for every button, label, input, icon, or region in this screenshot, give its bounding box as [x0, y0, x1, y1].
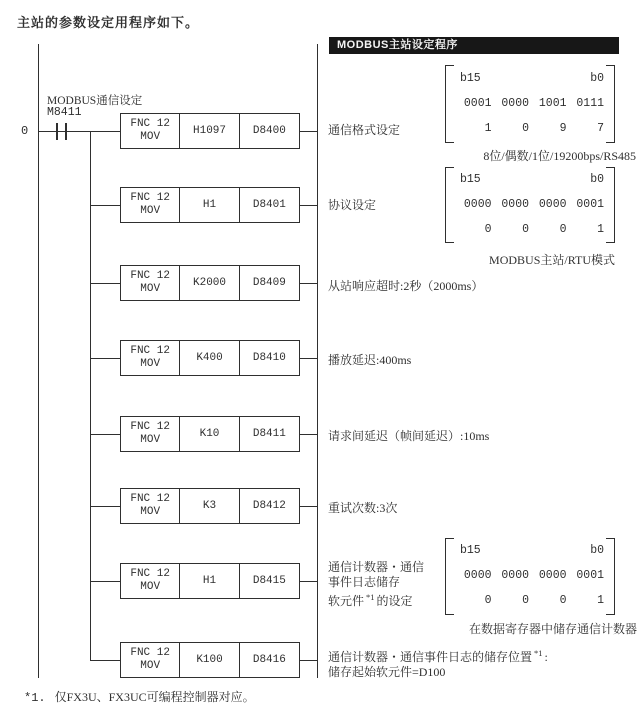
rung-line-2: [90, 205, 120, 206]
mov-fnc: FNC 12 MOV: [121, 417, 180, 451]
annotation-slave-timeout: 从站响应超时:2秒（2000ms）: [328, 279, 484, 293]
annotation-comm-format: 通信格式设定: [328, 123, 401, 137]
bit-group: 0000: [501, 198, 529, 211]
bit-high-label: b15: [460, 72, 481, 85]
annotation-counter-setting: 通信计数器・通信 事件日志储存 软元件 $^{*1}$ 的设定: [328, 560, 425, 608]
rung-line-8: [90, 660, 120, 661]
contact-symbol-left: [56, 123, 58, 140]
bit-low-label: b0: [590, 544, 604, 557]
mov-dest: D8412: [252, 499, 286, 512]
bit-group: 0000: [463, 198, 492, 211]
bit-table-protocol: [445, 167, 615, 243]
bit-table-comm-format: [445, 65, 615, 143]
bit-group: 1001: [538, 97, 567, 110]
footnote-ref: *1: [534, 648, 543, 658]
ladder-right-rail: [317, 44, 318, 678]
hex-digit: 1: [597, 594, 604, 607]
mov-dest: D8401: [252, 198, 286, 211]
hex-digit: 0: [522, 122, 529, 135]
bit-group: 0111: [576, 97, 604, 110]
rung-out-4: [300, 358, 317, 359]
bit-high-label: b15: [460, 544, 481, 557]
page-title: 主站的参数设定用程序如下。: [17, 15, 200, 30]
mov-dest: D8416: [252, 653, 286, 666]
bit-high-label: b15: [460, 173, 481, 186]
hex-digit: 0: [559, 594, 567, 607]
rung-line-7: [90, 581, 120, 582]
bit-group: 0001: [463, 97, 492, 110]
footnote-marker: *1.: [24, 691, 46, 705]
hex-digit: 0: [484, 223, 492, 236]
bit-group: 0000: [501, 569, 529, 582]
bit-group: 0000: [501, 97, 529, 110]
mov-fnc: FNC 12 MOV: [121, 643, 180, 677]
rung-out-8: [300, 660, 317, 661]
hex-digit: 0: [559, 223, 567, 236]
section-header-label: MODBUS主站设定程序: [337, 39, 458, 51]
contact-symbol-right: [65, 123, 67, 140]
mov-block-2: [120, 187, 300, 223]
step-number: 0: [21, 124, 29, 138]
mov-fnc: FNC 12 MOV: [121, 489, 180, 523]
mov-dest: D8409: [252, 276, 286, 289]
hex-digit: 7: [597, 122, 604, 135]
mov-dest: D8410: [252, 351, 286, 364]
bit-group: 0000: [538, 569, 567, 582]
mov-block-5: [120, 416, 300, 452]
mov-operand: K400: [180, 341, 239, 375]
bit-table-counter: [445, 538, 615, 615]
mov-block-1: [120, 113, 300, 149]
rung-line-3: [90, 283, 120, 284]
mov-operand: K3: [180, 489, 239, 523]
bit-group: 0000: [463, 569, 492, 582]
mov-operand: K100: [180, 643, 239, 677]
rung-line-6: [90, 506, 120, 507]
hex-digit: 1: [597, 223, 604, 236]
mov-operand: H1: [180, 188, 239, 222]
annotation-storage-location: 通信计数器・通信事件日志的储存位置 $^{*1}$ : 储存起始软元件=D100: [328, 648, 548, 679]
rung-out-1: [300, 131, 317, 132]
mov-fnc: FNC 12 MOV: [121, 266, 180, 300]
contact-comment: MODBUS通信设定: [47, 95, 143, 107]
rung-out-6: [300, 506, 317, 507]
rung-line-4: [90, 358, 120, 359]
mov-dest: D8411: [252, 427, 286, 440]
section-header-bar: [329, 37, 619, 54]
annotation-retry-count: 重试次数:3次: [328, 501, 398, 515]
rung-out-3: [300, 283, 317, 284]
bit-low-label: b0: [590, 72, 604, 85]
hex-digit: 0: [522, 594, 529, 607]
mov-fnc: FNC 12 MOV: [121, 564, 180, 598]
footnote: [24, 688, 255, 705]
rung-out-2: [300, 205, 317, 206]
mov-operand: K10: [180, 417, 239, 451]
rung-out-7: [300, 581, 317, 582]
hex-digit: 9: [559, 122, 567, 135]
mov-dest: D8415: [252, 574, 286, 587]
bit-table-caption-counter: 在数据寄存器中储存通信计数器: [468, 622, 637, 636]
mov-dest: D8400: [252, 124, 286, 137]
mov-operand: K2000: [180, 266, 239, 300]
rung-line-1: [39, 131, 120, 132]
bit-group: 0001: [576, 198, 604, 211]
mov-fnc: FNC 12 MOV: [121, 114, 180, 148]
mov-fnc: FNC 12 MOV: [121, 341, 180, 375]
hex-digit: 0: [522, 223, 529, 236]
annotation-broadcast-delay: 播放延迟:400ms: [328, 353, 412, 367]
mov-fnc: FNC 12 MOV: [121, 188, 180, 222]
rung-line-5: [90, 434, 120, 435]
rung-out-5: [300, 434, 317, 435]
bit-group: 0001: [576, 569, 604, 582]
bit-low-label: b0: [590, 173, 604, 186]
annotation-protocol: 协议设定: [328, 198, 377, 212]
mov-block-4: [120, 340, 300, 376]
annotation-request-delay: 请求间延迟（帧间延迟）:10ms: [328, 429, 490, 443]
hex-digit: 0: [484, 594, 492, 607]
mov-block-8: [120, 642, 300, 678]
hex-digit: 1: [484, 122, 492, 135]
mov-block-7: [120, 563, 300, 599]
bit-table-caption-protocol: MODBUS主站/RTU模式: [489, 253, 615, 267]
mov-block-6: [120, 488, 300, 524]
bit-table-caption-comm-format: 8位/偶数/1位/19200bps/RS485: [483, 149, 636, 163]
mov-block-3: [120, 265, 300, 301]
bit-group: 0000: [538, 198, 567, 211]
ladder-left-rail: [38, 44, 39, 678]
contact-device: M8411: [47, 106, 82, 119]
footnote-ref: *1: [366, 592, 375, 602]
footnote-text: 仅FX3U、FX3UC可编程控制器对应。: [54, 690, 255, 704]
mov-operand: H1: [180, 564, 239, 598]
mov-operand: H1097: [180, 114, 239, 148]
